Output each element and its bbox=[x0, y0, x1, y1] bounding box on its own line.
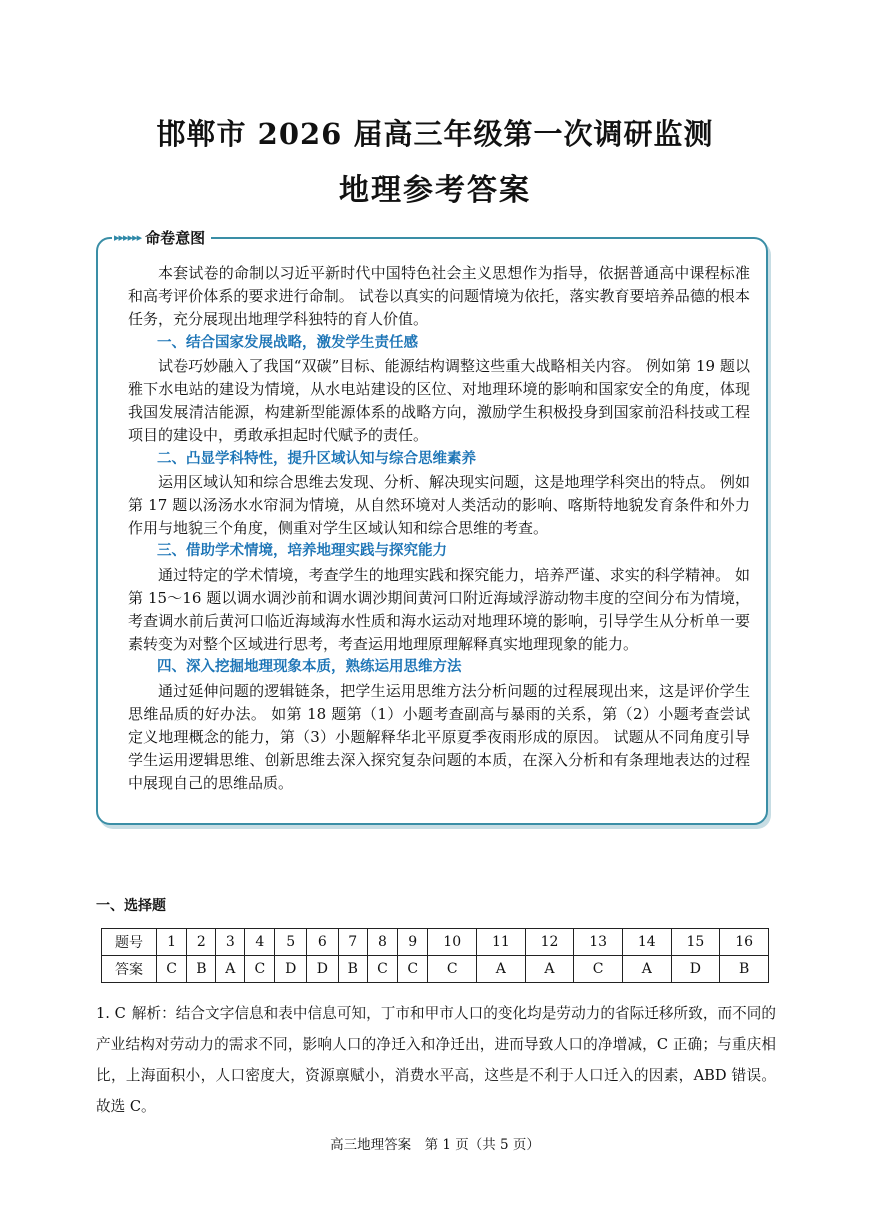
section-text-1: 试卷巧妙融入了我国“双碳”目标、能源结构调整这些重大战略相关内容。 例如第 19 题以雅下水电站的建设为情境，从水电站建设的区位、对地理环境的影响和国家安全的角度，体现我国发展清洁能源，构建新型能源体系的战略方向，激励学生积极投身到国家前沿科技或工程项目的建设中，勇敢承担起时代赋予的责任。 bbox=[128, 356, 750, 445]
question-number-cell: 12 bbox=[525, 929, 574, 956]
section-title-4: 四、深入挖掘地理现象本质，熟练运用思维方法 bbox=[157, 659, 462, 676]
arrow-decoration-icon: ▸▸▸▸▸▸ bbox=[114, 230, 142, 244]
question-number-cell: 6 bbox=[307, 929, 339, 956]
row-label-answer: 答案 bbox=[102, 956, 157, 983]
intent-heading: 命卷意图 bbox=[145, 228, 206, 247]
section-title-3: 三、借助学术情境，培养地理实践与探究能力 bbox=[157, 543, 447, 560]
answer-cell: C bbox=[245, 956, 275, 983]
table-row-answers bbox=[102, 956, 769, 983]
answer-cell: C bbox=[157, 956, 187, 983]
answer-cell: C bbox=[428, 956, 477, 983]
answer-cell: D bbox=[671, 956, 720, 983]
intent-content bbox=[128, 262, 750, 796]
question-number-cell: 3 bbox=[216, 929, 245, 956]
answer-title: 地理参考答案 bbox=[339, 173, 531, 208]
answer-table bbox=[101, 928, 769, 983]
question-number-cell: 5 bbox=[275, 929, 307, 956]
analysis-label: 解析： bbox=[131, 1005, 176, 1022]
analysis-number: 1. C bbox=[96, 1005, 126, 1022]
answer-cell: D bbox=[275, 956, 307, 983]
answer-cell: C bbox=[367, 956, 397, 983]
answer-cell: C bbox=[398, 956, 428, 983]
question-number-cell: 1 bbox=[157, 929, 187, 956]
answer-cell: B bbox=[720, 956, 769, 983]
question-number-cell: 7 bbox=[338, 929, 367, 956]
answer-cell: A bbox=[525, 956, 574, 983]
analysis-text: 结合文字信息和表中信息可知，丁市和甲市人口的变化均是劳动力的省际迁移所致，而不同的产业结构对劳动力的需求不同，影响人口的净迁入和净迁出，进而导致人口的净增减，C 正确；与重庆相比，上海面积小，人口密度大，资源禀赋小，消费水平高，这些是不利于人口迁入的因素，ABD 错误。 故选 C。 bbox=[96, 1005, 776, 1115]
page-footer: 高三地理答案 第 1 页（共 5 页） bbox=[330, 1137, 540, 1153]
section-text-2: 运用区域认知和综合思维去发现、分析、解决现实问题，这是地理学科突出的特点。 例如第 17 题以汤汤水水帘洞为情境，从自然环境对人类活动的影响、喀斯特地貌发育条件和外力作用与地貌三个角度，侧重对学生区域认知和综合思维的考查。 bbox=[128, 472, 750, 538]
question-number-cell: 2 bbox=[187, 929, 216, 956]
intent-header bbox=[112, 226, 211, 248]
table-row-numbers bbox=[102, 929, 769, 956]
section-title-2: 二、凸显学科特性，提升区域认知与综合思维素养 bbox=[157, 450, 476, 467]
answer-cell: A bbox=[622, 956, 671, 983]
question-number-cell: 13 bbox=[574, 929, 623, 956]
question-number-cell: 14 bbox=[622, 929, 671, 956]
row-label-number: 题号 bbox=[102, 929, 157, 956]
section-text-4: 通过延伸问题的逻辑链条，把学生运用思维方法分析问题的过程展现出来，这是评价学生思维品质的好办法。 如第 18 题第（1）小题考查副高与暴雨的关系，第（2）小题考查尝试定义地理概念的能力，第（3）小题解释华北平原夏季夜雨形成的原因。 试题从不同角度引导学生运用逻辑思维、创新思维去深入探究复杂问题的本质，在深入分析和有条理地表达的过程中展现自己的思维品质。 bbox=[128, 681, 750, 793]
answer-cell: A bbox=[216, 956, 245, 983]
answer-cell: B bbox=[187, 956, 216, 983]
analysis-block bbox=[96, 998, 776, 1122]
section-text-3: 通过特定的学术情境，考查学生的地理实践和探究能力，培养严谨、求实的科学精神。 如第 15～16 题以调水调沙前和调水调沙期间黄河口附近海域浮游动物丰度的空间分布为情境，考查调水前后黄河口临近海域海水性质和海水运动对地理环境的影响，引导学生从分析单一要素转变为对整个区域进行思考，考查运用地理原理解释真实地理现象的能力。 bbox=[128, 565, 750, 654]
question-number-cell: 15 bbox=[671, 929, 720, 956]
answer-cell: A bbox=[477, 956, 526, 983]
question-number-cell: 9 bbox=[398, 929, 428, 956]
answer-cell: C bbox=[574, 956, 623, 983]
answer-cell: D bbox=[307, 956, 339, 983]
question-number-cell: 4 bbox=[245, 929, 275, 956]
question-number-cell: 16 bbox=[720, 929, 769, 956]
answer-cell: B bbox=[338, 956, 367, 983]
question-number-cell: 11 bbox=[477, 929, 526, 956]
question-number-cell: 10 bbox=[428, 929, 477, 956]
section-title-1: 一、结合国家发展战略，激发学生责任感 bbox=[157, 334, 418, 351]
exam-title: 邯郸市 2026 届高三年级第一次调研监测 bbox=[156, 117, 714, 151]
intent-intro: 本套试卷的命制以习近平新时代中国特色社会主义思想作为指导，依据普通高中课程标准和高考评价体系的要求进行命制。 试卷以真实的问题情境为依托，落实教育要培养品德的根本任务，充分展现出地理学科独特的育人价值。 bbox=[128, 264, 750, 329]
question-number-cell: 8 bbox=[367, 929, 397, 956]
choice-section-label: 一、选择题 bbox=[96, 898, 166, 914]
